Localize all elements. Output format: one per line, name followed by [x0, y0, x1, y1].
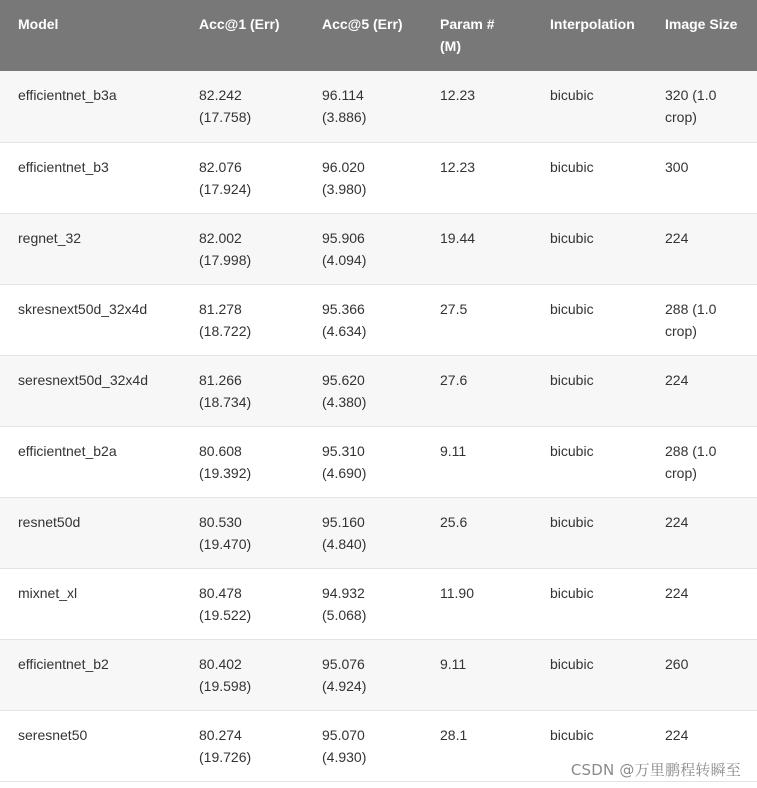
acc5-error: (4.380) — [322, 393, 367, 410]
interpolation-value: bicubic — [550, 655, 594, 672]
cell-acc1 — [181, 71, 304, 142]
image-size-line2: crop) — [665, 322, 697, 339]
interpolation-value: bicubic — [550, 229, 594, 246]
cell-image-size — [647, 639, 757, 710]
cell-image-size — [647, 426, 757, 497]
params-value: 12.23 — [440, 87, 476, 103]
table-body — [0, 71, 757, 781]
acc5-error: (4.930) — [322, 748, 367, 765]
cell-params — [422, 142, 532, 213]
interpolation-value: bicubic — [550, 584, 594, 601]
cell-acc5 — [304, 426, 422, 497]
cell-acc5 — [304, 284, 422, 355]
acc5-value: 94.932 — [322, 584, 365, 601]
acc1-value: 81.266 — [199, 371, 242, 388]
model-name: mixnet_xl — [18, 584, 78, 601]
acc1-error: (19.470) — [199, 535, 252, 552]
header-model: Model — [18, 16, 59, 32]
image-size-line1: 260 — [665, 655, 689, 672]
acc1-error: (19.726) — [199, 748, 252, 765]
image-size-line1: 300 — [665, 158, 689, 175]
acc1-value: 82.242 — [199, 87, 242, 103]
cell-acc1 — [181, 355, 304, 426]
acc1-error: (17.924) — [199, 180, 252, 197]
cell-acc1 — [181, 568, 304, 639]
acc5-error: (4.094) — [322, 251, 367, 268]
cell-model — [0, 213, 181, 284]
cell-interpolation — [532, 355, 647, 426]
acc5-error: (4.690) — [322, 464, 367, 481]
header-params-line2: (M) — [440, 38, 461, 54]
image-size-line1: 224 — [665, 371, 689, 388]
cell-params — [422, 426, 532, 497]
cell-acc5 — [304, 71, 422, 142]
interpolation-value: bicubic — [550, 87, 594, 103]
cell-interpolation — [532, 213, 647, 284]
acc5-error: (4.840) — [322, 535, 367, 552]
acc1-value: 81.278 — [199, 300, 242, 317]
model-name: skresnext50d_32x4d — [18, 300, 148, 317]
cell-acc5 — [304, 497, 422, 568]
table-row — [0, 568, 757, 639]
cell-params — [422, 710, 532, 781]
acc1-value: 80.478 — [199, 584, 242, 601]
model-name: regnet_32 — [18, 229, 82, 246]
header-interpolation: Interpolation — [550, 16, 635, 32]
image-size-line1: 224 — [665, 584, 689, 601]
cell-params — [422, 213, 532, 284]
cell-acc1 — [181, 284, 304, 355]
cell-acc5 — [304, 639, 422, 710]
cell-image-size — [647, 568, 757, 639]
params-value: 19.44 — [440, 229, 476, 246]
cell-model — [0, 710, 181, 781]
table-row — [0, 355, 757, 426]
acc1-error: (17.758) — [199, 109, 252, 125]
acc5-error: (3.886) — [322, 109, 367, 125]
table-row — [0, 497, 757, 568]
cell-acc1 — [181, 639, 304, 710]
header-params — [422, 0, 532, 71]
params-value: 9.11 — [440, 442, 467, 459]
interpolation-value: bicubic — [550, 371, 594, 388]
cell-interpolation — [532, 497, 647, 568]
acc5-value: 95.906 — [322, 229, 365, 246]
image-size-line1: 288 (1.0 — [665, 442, 717, 459]
params-value: 25.6 — [440, 513, 468, 530]
cell-model — [0, 426, 181, 497]
params-value: 9.11 — [440, 655, 467, 672]
cell-image-size — [647, 142, 757, 213]
cell-params — [422, 568, 532, 639]
table-row — [0, 213, 757, 284]
cell-params — [422, 71, 532, 142]
cell-image-size — [647, 213, 757, 284]
cell-image-size — [647, 284, 757, 355]
model-name: efficientnet_b3 — [18, 158, 109, 175]
acc1-error: (18.734) — [199, 393, 252, 410]
acc5-value: 95.310 — [322, 442, 365, 459]
params-value: 11.90 — [440, 584, 474, 601]
cell-model — [0, 497, 181, 568]
cell-image-size — [647, 71, 757, 142]
cell-acc5 — [304, 142, 422, 213]
image-size-line1: 224 — [665, 229, 689, 246]
acc5-value: 96.020 — [322, 158, 365, 175]
model-name: efficientnet_b2 — [18, 655, 109, 672]
acc5-value: 95.366 — [322, 300, 365, 317]
acc5-value: 95.076 — [322, 655, 365, 672]
header-params-line1: Param # — [440, 16, 495, 32]
image-size-line1: 224 — [665, 726, 689, 743]
acc1-error: (17.998) — [199, 251, 252, 268]
model-name: seresnext50d_32x4d — [18, 371, 148, 388]
image-size-line2: crop) — [665, 464, 697, 481]
cell-acc1 — [181, 142, 304, 213]
cell-interpolation — [532, 426, 647, 497]
interpolation-value: bicubic — [550, 442, 594, 459]
cell-interpolation — [532, 639, 647, 710]
acc1-value: 82.002 — [199, 229, 242, 246]
acc5-error: (4.634) — [322, 322, 367, 339]
csdn-watermark: CSDN @万里鹏程转瞬至 — [570, 761, 741, 779]
cell-acc5 — [304, 710, 422, 781]
params-value: 12.23 — [440, 158, 476, 175]
acc1-value: 80.530 — [199, 513, 242, 530]
model-name: efficientnet_b2a — [18, 442, 117, 459]
table-header-row — [0, 0, 757, 71]
header-acc5: Acc@5 (Err) — [322, 16, 403, 32]
cell-image-size — [647, 497, 757, 568]
interpolation-value: bicubic — [550, 726, 594, 743]
acc5-value: 95.620 — [322, 371, 365, 388]
cell-model — [0, 568, 181, 639]
table-row — [0, 71, 757, 142]
cell-interpolation — [532, 142, 647, 213]
table-row — [0, 639, 757, 710]
image-size-line1: 224 — [665, 513, 689, 530]
cell-interpolation — [532, 284, 647, 355]
cell-acc5 — [304, 355, 422, 426]
header-acc1: Acc@1 (Err) — [199, 16, 280, 32]
cell-params — [422, 284, 532, 355]
acc5-value: 95.160 — [322, 513, 365, 530]
cell-acc1 — [181, 213, 304, 284]
params-value: 28.1 — [440, 726, 468, 743]
acc1-error: (18.722) — [199, 322, 252, 339]
table-row — [0, 426, 757, 497]
image-size-line1: 320 (1.0 — [665, 87, 717, 103]
cell-acc5 — [304, 213, 422, 284]
image-size-line1: 288 (1.0 — [665, 300, 717, 317]
params-value: 27.5 — [440, 300, 468, 317]
cell-image-size — [647, 355, 757, 426]
model-name: efficientnet_b3a — [18, 87, 117, 103]
acc1-value: 80.608 — [199, 442, 242, 459]
table-row — [0, 284, 757, 355]
cell-acc1 — [181, 497, 304, 568]
params-value: 27.6 — [440, 371, 468, 388]
cell-model — [0, 355, 181, 426]
model-name: resnet50d — [18, 513, 81, 530]
table-row — [0, 142, 757, 213]
interpolation-value: bicubic — [550, 513, 594, 530]
cell-params — [422, 355, 532, 426]
acc1-error: (19.522) — [199, 606, 252, 623]
acc1-value: 80.274 — [199, 726, 242, 743]
acc1-error: (19.392) — [199, 464, 252, 481]
cell-acc1 — [181, 710, 304, 781]
image-size-line2: crop) — [665, 109, 697, 125]
acc5-value: 96.114 — [322, 87, 364, 103]
cell-model — [0, 71, 181, 142]
model-name: seresnet50 — [18, 726, 88, 743]
header-image-size: Image Size — [665, 16, 738, 32]
acc5-value: 95.070 — [322, 726, 365, 743]
cell-params — [422, 639, 532, 710]
cell-model — [0, 142, 181, 213]
acc1-value: 82.076 — [199, 158, 242, 175]
acc1-error: (19.598) — [199, 677, 252, 694]
cell-params — [422, 497, 532, 568]
interpolation-value: bicubic — [550, 158, 594, 175]
acc5-error: (4.924) — [322, 677, 367, 694]
acc5-error: (3.980) — [322, 180, 367, 197]
cell-model — [0, 284, 181, 355]
cell-interpolation — [532, 568, 647, 639]
acc5-error: (5.068) — [322, 606, 367, 623]
cell-interpolation — [532, 71, 647, 142]
cell-acc1 — [181, 426, 304, 497]
cell-model — [0, 639, 181, 710]
acc1-value: 80.402 — [199, 655, 242, 672]
cell-acc5 — [304, 568, 422, 639]
interpolation-value: bicubic — [550, 300, 594, 317]
